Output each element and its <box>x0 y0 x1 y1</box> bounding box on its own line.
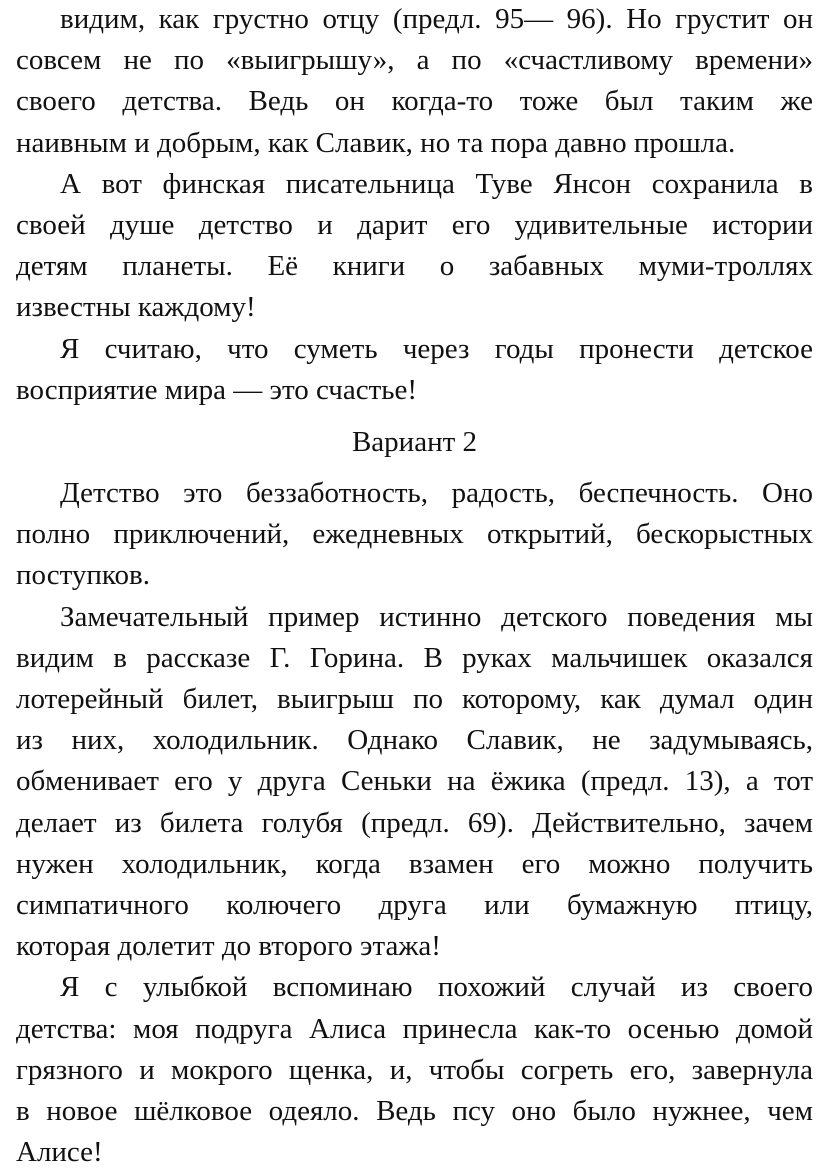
text-line: Я с улыбкой вспоминаю похожий случай из своего <box>60 971 813 1004</box>
paragraph <box>16 967 813 1173</box>
text-line: Замечательный пример истинно детского поведения мы <box>60 600 813 633</box>
text-line: известны каждому! <box>16 291 256 324</box>
text-line: Алисе! <box>16 1136 103 1169</box>
text-line: детства: моя подруга Алиса принесла как-то осенью домой <box>16 1012 813 1045</box>
text-line: лотерейный билет, выигрыш по которому, как думал один <box>16 683 813 715</box>
text-line: нужен холодильник, когда взамен его можно получить <box>16 847 813 880</box>
text-line: которая долетит до второго этажа! <box>16 930 441 963</box>
text-line: Детство это беззаботность, радость, беспечность. Оно <box>60 477 813 510</box>
document-page <box>16 0 813 1173</box>
text-line: детям планеты. Её книги о забавных муми-троллях <box>16 250 813 283</box>
text-line: полно приключений, ежедневных открытий, бескорыстных <box>16 518 813 551</box>
paragraph <box>16 164 813 329</box>
text-line: видим, как грустно отцу (предл. 95— 96). Но грустит он <box>60 3 813 35</box>
text-line: А вот финская писательница Туве Янсон сохранила в <box>60 167 813 200</box>
text-line: симпатичного колючего друга или бумажную птицу, <box>16 888 813 921</box>
text-line: в новое шёлковое одеяло. Ведь псу оно было нужнее, чем <box>16 1094 813 1127</box>
text-line: грязного и мокрого щенка, и, чтобы согреть его, завернула <box>16 1053 813 1086</box>
section-heading: Вариант 2 <box>351 425 478 458</box>
paragraph <box>16 0 813 164</box>
paragraph <box>16 597 813 968</box>
text-line: поступков. <box>16 559 150 592</box>
paragraph <box>16 473 813 597</box>
text-line: восприятие мира — это счастье! <box>16 373 418 406</box>
text-line: своей душе детство и дарит его удивительные истории <box>16 208 813 241</box>
text-line: своего детства. Ведь он когда-то тоже был таким же <box>16 85 813 118</box>
text-line: наивным и добрым, как Славик, но та пора давно прошла. <box>16 126 736 159</box>
text-line: совсем не по «выигрышу», а по «счастливому времени» <box>16 44 813 77</box>
text-line: делает из билета голубя (предл. 69). Действительно, зачем <box>16 806 813 839</box>
text-line: обменивает его у друга Сеньки на ёжика (предл. 13), а тот <box>16 765 813 798</box>
text-line: Я считаю, что суметь через годы пронести детское <box>60 332 813 365</box>
paragraph <box>16 329 813 411</box>
text-line: видим в рассказе Г. Горина. В руках мальчишек оказался <box>16 641 813 674</box>
text-line: из них, холодильник. Однако Славик, не задумываясь, <box>16 724 813 757</box>
